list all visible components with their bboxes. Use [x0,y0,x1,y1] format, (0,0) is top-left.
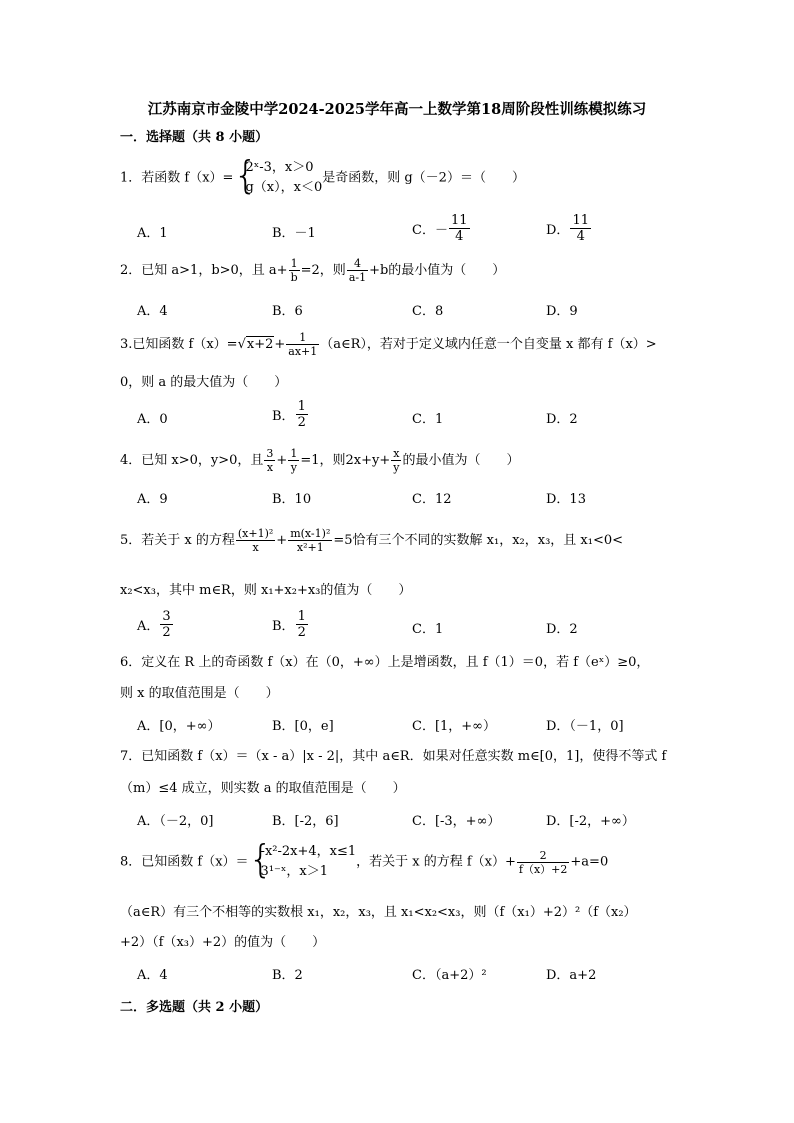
question-5-line-2: x₂<x₃，其中 m∈R，则 x₁+x₂+x₃的值为（ ） [120,583,412,598]
piecewise-function: { -x²-2x+4，x≤1 3¹⁻ˣ，x＞1 [248,837,357,881]
question-7: 7．已知函数 f（x）＝（x - a）|x - 2|，其中 a∈R．如果对任意实数 m∈[0，1]，使得不等式 f [120,749,667,764]
option-c[interactable]: C．8 [412,304,444,319]
section-heading-single-choice: 一．选择题（共 8 小题） [120,130,269,145]
section-heading-multi-choice: 二．多选题（共 2 小题） [120,1000,269,1015]
option-b[interactable]: B．6 [272,304,303,319]
option-b[interactable]: B． $\frac{1}{2}$ [272,609,306,640]
option-d[interactable]: D．a+2 [546,968,597,983]
question-5: 5．若关于 x 的方程 $\frac{\text{(x+1)²}}{x}$ + $\frac{\text{m(x-1)²}}{\text{x²+1}}$ =5恰有三个不同的实数解 x₁，x₂，x₃，且 x₁<0< [120,527,624,554]
option-c[interactable]: C．－ $\frac{11}{4}$ [412,213,468,244]
option-d[interactable]: D．（－1，0] [546,719,624,734]
option-c[interactable]: C．[-3，+∞） [412,814,501,829]
option-a[interactable]: A．9 [137,492,168,507]
option-d[interactable]: D．2 [546,622,578,637]
question-7-line-2: （m）≤4 成立，则实数 a 的取值范围是（ ） [120,781,406,796]
option-a[interactable]: A．0 [137,412,168,427]
option-a[interactable]: A．4 [137,968,168,983]
option-b[interactable]: B．10 [272,492,312,507]
question-3-line-2: 0，则 a 的最大值为（ ） [120,375,288,390]
option-c[interactable]: C．（a+2）² [412,968,487,983]
question-3: 3.已知函数 f（x）=√x+2+ $\frac{1}{ax+1}$ （a∈R），若对于定义域内任意一个自变量 x 都有 f（x）> [120,331,657,358]
option-a[interactable]: A．4 [137,304,168,319]
option-b[interactable]: B．2 [272,968,303,983]
question-8-line-3: +2）（f（x₃）+2）的值为（ ） [120,935,326,950]
option-b[interactable]: B．[0，e] [272,719,334,734]
piecewise-function: { 2ˣ-3，x＞0 g（x），x＜0 [233,153,323,197]
option-b[interactable]: B．[-2，6] [272,814,339,829]
page-title: 江苏南京市金陵中学2024-2025学年高一上数学第18周阶段性训练模拟练习 [147,101,647,118]
option-d[interactable]: D．[-2，+∞） [546,814,635,829]
option-d[interactable]: D．9 [546,304,578,319]
option-a[interactable]: A．（－2，0] [137,814,214,829]
question-8: 8．已知函数 f（x）＝ { -x²-2x+4，x≤1 3¹⁻ˣ，x＞1 ，若关于 x 的方程 f（x）+ $\frac{2}{f(x)+2}$ +a=0 [120,837,609,881]
option-d[interactable]: D．13 [546,492,586,507]
question-6: 6．定义在 R 上的奇函数 f（x）在（0，+∞）上是增函数，且 f（1）＝0，若 f（eˣ）≥0， [120,655,650,670]
option-b[interactable]: B．－1 [272,226,316,241]
option-c[interactable]: C．[1，+∞） [412,719,497,734]
option-c[interactable]: C．1 [412,622,444,637]
option-d[interactable]: D． $\frac{11}{4}$ [546,213,589,244]
question-8-line-2: （a∈R）有三个不相等的实数根 x₁，x₂，x₃，且 x₁<x₂<x₃，则（f（x₁）+2）²（f（x₂） [120,905,637,920]
question-1: 1．若函数 f（x）= { 2ˣ-3，x＞0 g（x），x＜0 是奇函数，则 g（－2）＝（ ） [120,153,525,197]
option-c[interactable]: C．1 [412,412,444,427]
question-4: 4．已知 x>0，y>0，且 $\frac{3}{x}$ + $\frac{1}{y}$ =1，则2x+y+ $\frac{x}{y}$ 的最小值为（ ） [120,447,520,474]
option-c[interactable]: C．12 [412,492,452,507]
question-6-line-2: 则 x 的取值范围是（ ） [120,686,279,701]
option-a[interactable]: A．1 [137,226,168,241]
option-a[interactable]: A．[0，+∞） [137,719,221,734]
option-b[interactable]: B． $\frac{1}{2}$ [272,399,306,430]
option-d[interactable]: D．2 [546,412,578,427]
question-2: 2．已知 a>1，b>0，且 a+ $\frac{1}{b}$ =2，则 $\frac{4}{a-1}$ +b的最小值为（ ） [120,257,506,284]
option-a[interactable]: A． $\frac{3}{2}$ [137,609,171,640]
